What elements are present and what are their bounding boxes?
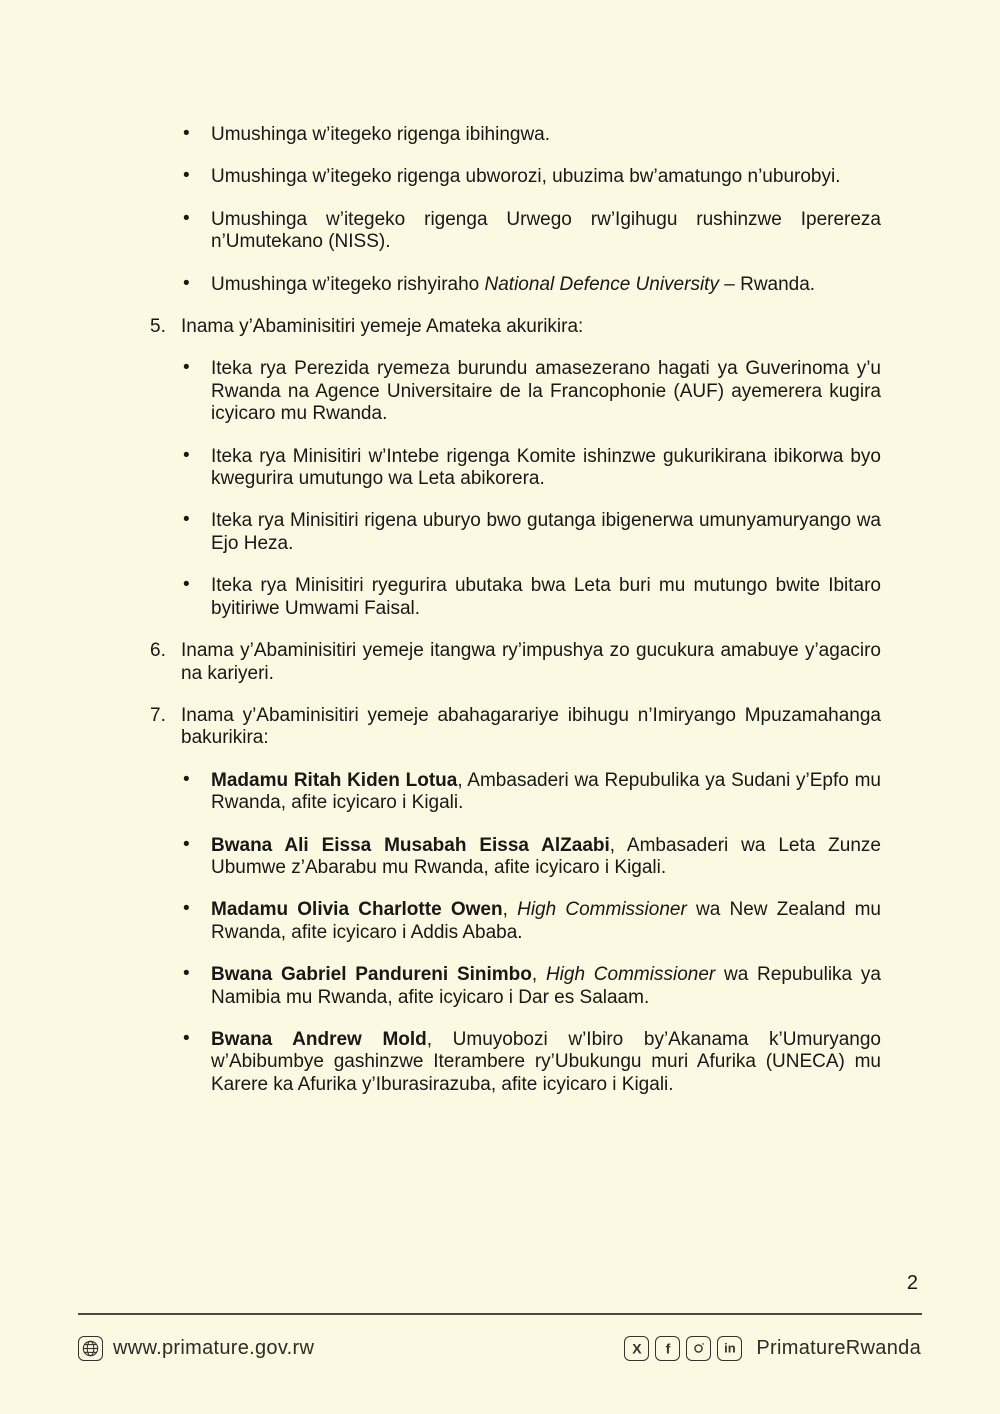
facebook-glyph: f: [665, 1340, 671, 1356]
bullet-text: wa Repubulika ya Namibia mu Rwanda, afite icyicaro i Dar es Salaam.: [211, 964, 881, 1008]
envoy-name: Madamu Ritah Kiden Lotua: [211, 769, 458, 791]
list-item: [150, 209, 881, 254]
envoy-title-italic: High Commissioner: [545, 964, 716, 986]
item-text: Inama y’Abaminisitiri yemeje itangwa ry’impushya zo gucukura amabuye y’agaciro na kariyeri.: [181, 640, 881, 684]
bullet-text: ,: [502, 899, 518, 921]
envoy-name: Bwana Gabriel Pandureni Sinimbo: [211, 964, 532, 986]
list-item: [150, 124, 881, 146]
bullet-text: , Umuyobozi w’Ibiro by’Akanama k’Umuryango w’Abibumbye gashinzwe Iterambere ry’Ubukungu muri Afurika (UNECA) mu Karere ka Afurika y’Iburasirazuba, afite icyicaro i Kigali.: [211, 1028, 881, 1095]
social-handle: PrimatureRwanda: [756, 1337, 921, 1359]
numbered-item-5: [150, 316, 881, 338]
numbered-item-6: [150, 640, 881, 685]
list-item: [150, 358, 881, 425]
item-text: Inama y’Abaminisitiri yemeje abahagarariye ibihugu n’Imiryango Mpuzamahanga bakurikira:: [181, 704, 881, 749]
item-text: Inama y’Abaminisitiri yemeje Amateka akurikira:: [181, 316, 584, 338]
envoy-title-italic: High Commissioner: [517, 899, 687, 921]
document-body: [150, 124, 881, 1116]
footer-social: [624, 1336, 921, 1361]
list-item: [150, 964, 881, 1009]
bullet-text: ,: [531, 964, 546, 986]
bullet-text: Umushinga w’itegeko rishyiraho: [211, 273, 485, 295]
list-item: [150, 274, 881, 296]
numbered-item-7: [150, 705, 881, 750]
list-item: [150, 835, 881, 880]
bullet-text: Umushinga w’itegeko rigenga ubworozi, ubuzima bw’amatungo n’uburobyi.: [211, 166, 841, 188]
x-twitter-icon: [624, 1336, 649, 1361]
bullet-text: wa New Zealand mu Rwanda, afite icyicaro i Addis Ababa.: [211, 899, 882, 943]
facebook-icon: [655, 1336, 680, 1361]
list-item: [150, 446, 881, 491]
envoy-name: Bwana Andrew Mold: [211, 1028, 427, 1050]
item-number: 7.: [150, 704, 166, 726]
list-item: [150, 770, 881, 815]
page-number: 2: [906, 1272, 918, 1294]
envoy-name: Madamu Olivia Charlotte Owen: [211, 899, 503, 921]
bullet-text: Iteka rya Minisitiri rigena uburyo bwo gutanga ibigenerwa umunyamuryango wa Ejo Heza.: [211, 510, 881, 554]
list-item: [150, 166, 881, 188]
list-item: [150, 1029, 881, 1096]
globe-icon: [78, 1336, 103, 1361]
bullet-text: Iteka rya Perezida ryemeza burundu amasezerano hagati ya Guverinoma y’u Rwanda na Agence Universitaire de la Francophonie (AUF) ayemerera kugira icyicaro mu Rwanda.: [211, 358, 881, 425]
item-number: 6.: [150, 640, 166, 662]
envoy-name: Bwana Ali Eissa Musabah Eissa AlZaabi: [211, 834, 610, 856]
x-glyph: X: [632, 1340, 642, 1356]
linkedin-glyph: in: [724, 1340, 736, 1356]
list-item: [150, 510, 881, 555]
bullet-text: Umushinga w’itegeko rigenga ibihingwa.: [211, 124, 551, 145]
list-item: [150, 899, 881, 944]
list-item: [150, 575, 881, 620]
item-number: 5.: [150, 316, 166, 338]
bullet-text: Iteka rya Minisitiri w’Intebe rigenga Komite ishinzwe gukurikirana ibikorwa byo kwegurira umutungo wa Leta abikorera.: [211, 445, 881, 490]
footer-divider: [78, 1313, 922, 1315]
linkedin-icon: [717, 1336, 742, 1361]
bullet-text: Iteka rya Minisitiri ryegurira ubutaka bwa Leta buri mu mutungo bwite Ibitaro byitiriwe Umwami Faisal.: [211, 575, 881, 619]
instagram-icon: [686, 1336, 711, 1361]
footer-website: [78, 1336, 314, 1361]
bullet-text: , Ambasaderi wa Leta Zunze Ubumwe z’Abarabu mu Rwanda, afite icyicaro i Kigali.: [211, 834, 881, 878]
bullet-text: – Rwanda.: [718, 273, 816, 295]
website-url: www.primature.gov.rw: [113, 1337, 315, 1359]
bullet-text: Umushinga w’itegeko rigenga Urwego rw’Igihugu rushinzwe Iperereza n’Umutekano (NISS).: [211, 208, 881, 253]
bullet-text-italic: National Defence University: [484, 273, 719, 295]
bullet-text: , Ambasaderi wa Repubulika ya Sudani y’Epfo mu Rwanda, afite icyicaro i Kigali.: [211, 769, 881, 814]
